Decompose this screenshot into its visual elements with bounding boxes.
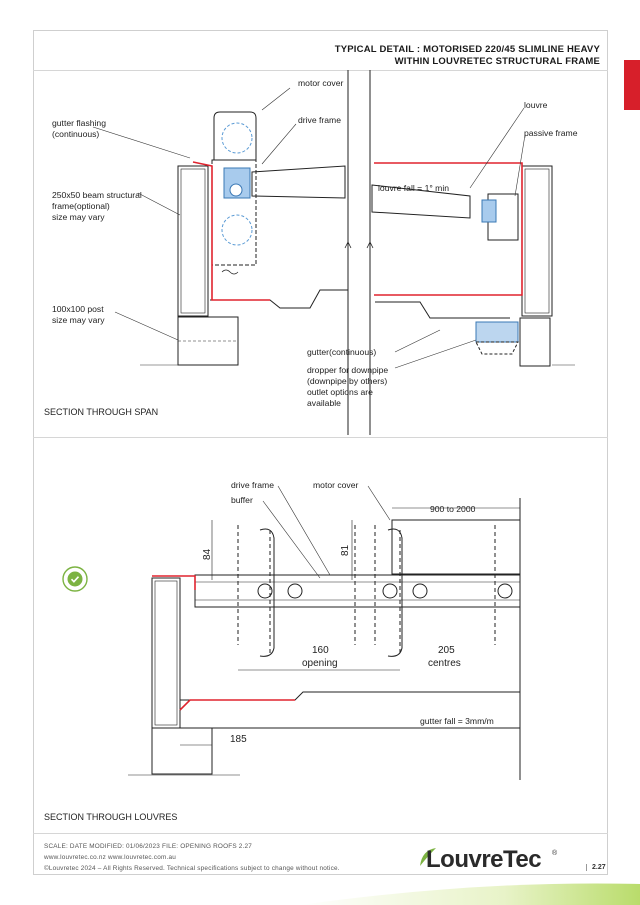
label-louvre-drive-frame: drive frame: [231, 480, 274, 490]
label-gutter: gutter(continuous): [307, 347, 377, 357]
label-dropper-4: available: [307, 398, 341, 408]
label-dim-900: 900 to 2000: [430, 504, 476, 514]
left-beam: [178, 166, 208, 316]
label-beam-2: frame(optional): [52, 201, 110, 211]
label-dim-185: 185: [230, 734, 247, 745]
louvre-frame-rail: [195, 575, 520, 607]
footer-swoosh-decoration: [0, 880, 640, 905]
label-centres-value: 205: [438, 645, 455, 656]
label-dim-84: 84: [202, 548, 213, 560]
louvre-left-beam: [152, 578, 180, 728]
label-louvre-fall: louvre fall = 1° min: [378, 183, 450, 193]
label-dropper-2: (downpipe by others): [307, 376, 388, 386]
louvre-motor-cover: [392, 520, 520, 574]
label-post-1: 100x100 post: [52, 304, 104, 314]
label-louvre-motor-cover: motor cover: [313, 480, 359, 490]
label-gutter-fall: gutter fall = 3mm/m: [420, 716, 494, 726]
label-beam-3: size may vary: [52, 212, 105, 222]
footer-copyright: ©Louvretec 2024 – All Rights Reserved. Technical specifications subject to change without notice.: [44, 865, 340, 872]
louvre-gutter-flashing: [180, 700, 295, 710]
label-drive-frame: drive frame: [298, 115, 341, 125]
label-opening-text: opening: [302, 658, 338, 669]
louvre-left-post: [152, 728, 212, 774]
label-gutter-flashing-2: (continuous): [52, 129, 100, 139]
label-buffer: buffer: [231, 495, 253, 505]
label-gutter-flashing-1: gutter flashing: [52, 118, 106, 128]
title-line-1: TYPICAL DETAIL : MOTORISED 220/45 SLIMLINE HEAVY: [334, 44, 600, 55]
footer-meta-line: SCALE: DATE MODIFIED: 01/06/2023 FILE: OPENING ROOFS 2.27: [44, 843, 253, 850]
page-number: 2.27: [586, 864, 606, 871]
label-dropper-1: dropper for downpipe: [307, 365, 389, 375]
louvre-section-label: SECTION THROUGH LOUVRES: [44, 812, 178, 822]
label-dropper-3: outlet options are: [307, 387, 373, 397]
label-passive-frame: passive frame: [524, 128, 578, 138]
label-louvre: louvre: [524, 100, 548, 110]
right-beam: [522, 166, 552, 316]
title-line-2: WITHIN LOUVRETEC STRUCTURAL FRAME: [394, 56, 600, 67]
label-beam-1: 250x50 beam structural: [52, 190, 142, 200]
label-centres-text: centres: [428, 658, 461, 669]
footer-websites: www.louvretec.co.nz www.louvretec.com.au: [44, 854, 176, 861]
logo-registered-mark: ®: [552, 850, 558, 857]
label-dim-81: 81: [340, 544, 351, 556]
louvre-blade-left: [252, 166, 345, 198]
label-motor-cover: motor cover: [298, 78, 344, 88]
logo-text: LouvreTec: [426, 846, 542, 873]
louvretec-logo: [418, 844, 558, 876]
span-section-label: SECTION THROUGH SPAN: [44, 407, 159, 417]
label-opening-value: 160: [312, 645, 329, 656]
label-post-2: size may vary: [52, 315, 105, 325]
